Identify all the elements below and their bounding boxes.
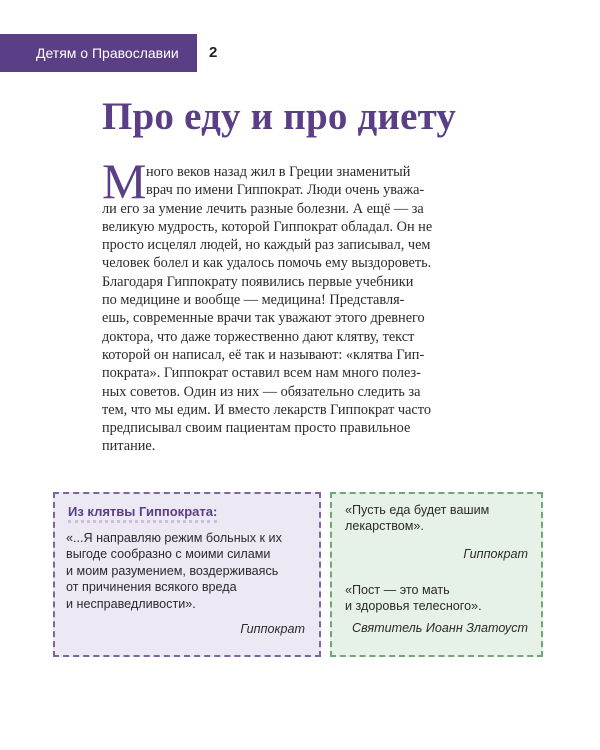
oath-quote-line: от причинения всякого вреда	[66, 580, 237, 595]
body-line: просто исцелял людей, но каждый раз записывал, чем	[102, 237, 431, 254]
article-body	[102, 153, 478, 456]
body-line: пократа». Гиппократ оставил всем нам много полез-	[102, 365, 421, 382]
oath-author: Гиппократ	[240, 622, 305, 636]
body-line: ешь, современные врачи так уважают этого древнего	[102, 310, 425, 327]
quote-fast	[345, 582, 482, 615]
body-line: питание.	[102, 438, 156, 455]
quote-fast-author: Святитель Иоанн Златоуст	[351, 621, 528, 635]
body-line: тем, что мы едим. И вместо лекарств Гиппократ часто	[102, 401, 431, 418]
quote-line: и здоровья телесного».	[345, 599, 482, 614]
oath-quote-line: «...Я направляю режим больных к их	[66, 531, 282, 545]
drop-cap: М	[102, 153, 147, 209]
body-line: которой он написал, её так и называют: «клятва Гип-	[102, 346, 425, 363]
oath-quote-line: и несправедливости».	[66, 596, 196, 611]
oath-quote-line: выгоде сообразно с моими силами	[66, 547, 271, 562]
body-line: предписывал своим пациентам просто правильное	[102, 420, 411, 437]
oath-heading: Из клятвы Гиппократа:	[68, 504, 217, 523]
quote-line: «Пусть еда будет вашим	[345, 503, 490, 517]
page-number: 2	[209, 44, 218, 61]
quote-food-author: Гиппократ	[463, 547, 528, 561]
quotes-box	[330, 492, 543, 657]
body-line: по медицине и вообще — медицина! Представля-	[102, 292, 405, 309]
body-line: врач по имени Гиппократ. Люди очень уважа-	[146, 182, 425, 199]
body-line: ного веков назад жил в Греции знаменитый	[146, 164, 411, 180]
article-title: Про еду и про диету	[102, 95, 457, 138]
quote-food	[345, 502, 489, 535]
body-line: доктора, что даже торжественно дают клятву, текст	[102, 328, 415, 345]
section-title: Детям о Православии	[36, 45, 179, 61]
oath-quote	[66, 530, 282, 612]
body-line: человек болел и как удалось помочь ему выздороветь.	[102, 255, 432, 272]
body-line: Благодаря Гиппократу появились первые учебники	[102, 273, 414, 290]
section-header-tab	[0, 34, 197, 72]
body-line: великую мудрость, которой Гиппократ обладал. Он не	[102, 218, 433, 235]
quote-line: «Пост — это мать	[345, 583, 450, 597]
body-line: ных советов. Один из них — обязательно следить за	[102, 383, 421, 400]
body-line: ли его за умение лечить разные болезни. А ещё — за	[102, 200, 424, 217]
oath-quote-line: и моим разумением, воздерживаясь	[66, 563, 279, 578]
quote-line: лекарством».	[345, 519, 424, 534]
oath-quote-box	[53, 492, 321, 657]
